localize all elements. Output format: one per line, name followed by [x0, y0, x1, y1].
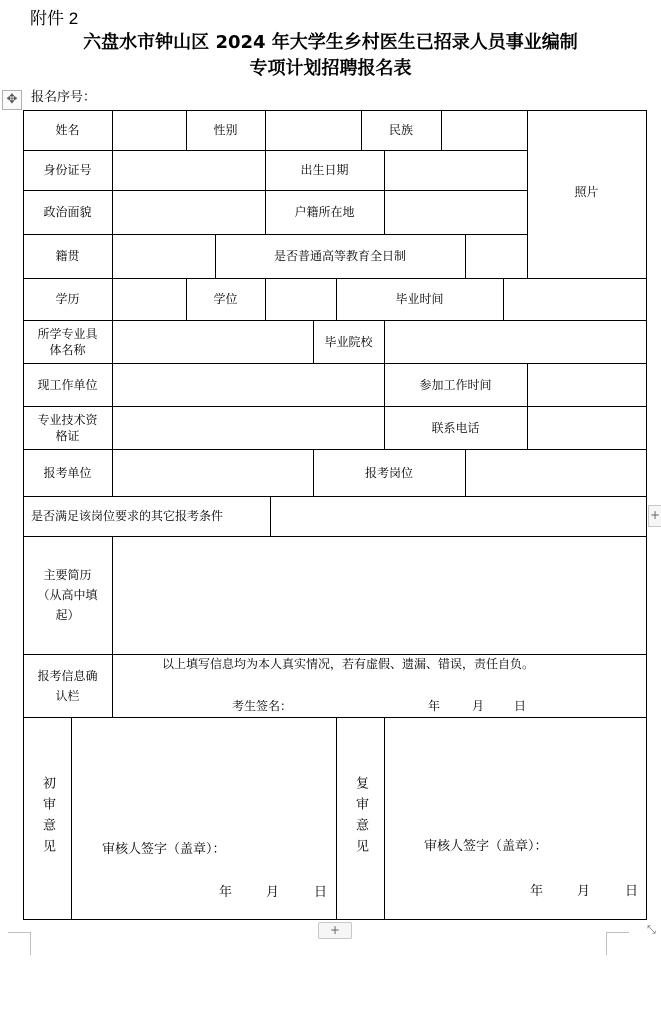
major-label	[23, 320, 112, 363]
gender-label: 性别	[213, 123, 238, 137]
crop-mark-left	[8, 932, 31, 955]
political-status-field[interactable]	[112, 190, 265, 234]
applicant-date-month: 月	[472, 699, 485, 713]
registration-number-label: 报名序号：	[31, 90, 97, 105]
re-review-date-year: 年	[530, 884, 544, 899]
native-place-label: 籍贯	[55, 249, 80, 263]
initial-review-label: 初审意见	[40, 776, 55, 860]
re-review-label: 复审意见	[353, 776, 368, 860]
certificate-label-line2: 格证	[55, 428, 80, 443]
education-field[interactable]	[112, 278, 186, 320]
graduation-time-label: 毕业时间	[395, 292, 444, 306]
graduation-time-field[interactable]	[503, 278, 646, 320]
initial-reviewer-signature-label[interactable]: 审核人签字（盖章）：	[102, 842, 226, 857]
native-place-field[interactable]	[112, 234, 215, 278]
confirmation-label-line1: 报考信息确	[37, 668, 98, 683]
initial-review-date-day: 日	[314, 885, 328, 900]
degree-field[interactable]	[265, 278, 336, 320]
gender-field[interactable]	[265, 110, 361, 150]
education-label: 学历	[55, 292, 80, 306]
apply-post-label: 报考岗位	[364, 465, 413, 480]
other-conditions-label: 是否满足该岗位要求的其它报考条件	[31, 509, 224, 523]
apply-unit-field[interactable]	[112, 449, 313, 496]
graduate-school-label: 毕业院校	[324, 334, 373, 349]
re-review-date-day: 日	[625, 884, 639, 899]
add-row-icon[interactable]: +	[318, 922, 352, 939]
household-location-label: 户籍所在地	[294, 205, 355, 219]
applicant-date-day: 日	[514, 699, 527, 713]
fulltime-education-field[interactable]	[465, 234, 527, 278]
birth-date-field[interactable]	[384, 150, 527, 190]
re-review-date-month: 月	[577, 884, 591, 899]
applicant-date-year: 年	[428, 699, 441, 713]
initial-review-date-month: 月	[266, 885, 280, 900]
fulltime-education-label: 是否普通高等教育全日制	[273, 249, 406, 263]
ethnicity-field[interactable]	[441, 110, 527, 150]
resume-label-line3: 起）	[55, 608, 80, 622]
phone-field[interactable]	[527, 406, 646, 449]
political-status-label: 政治面貌	[43, 205, 92, 219]
resume-label	[23, 536, 112, 654]
page-subtitle: 专项计划招聘报名表	[249, 58, 412, 79]
phone-label: 联系电话	[431, 420, 480, 435]
name-label: 姓名	[55, 123, 80, 137]
other-conditions-field[interactable]	[270, 496, 646, 536]
confirmation-label	[23, 654, 112, 717]
re-reviewer-signature-label[interactable]: 审核人签字（盖章）：	[424, 839, 548, 854]
resume-field[interactable]	[112, 536, 646, 654]
major-label-line1: 所学专业具	[37, 326, 98, 341]
apply-post-field[interactable]	[465, 449, 646, 496]
id-number-label: 身份证号	[43, 163, 92, 177]
certificate-field[interactable]	[112, 406, 384, 449]
household-location-field[interactable]	[384, 190, 527, 234]
birth-date-label: 出生日期	[300, 163, 349, 177]
move-icon[interactable]: ✥	[2, 90, 22, 110]
major-label-line2: 体名称	[49, 342, 86, 357]
work-start-time-label: 参加工作时间	[419, 377, 492, 392]
ethnicity-label: 民族	[388, 123, 413, 137]
photo-cell[interactable]: 照片	[574, 185, 599, 199]
major-field[interactable]	[112, 320, 313, 363]
graduate-school-field[interactable]	[384, 320, 646, 363]
attachment-label: 附件 2	[30, 9, 79, 28]
page-title: 六盘水市钟山区 2024 年大学生乡村医生已招录人员事业编制	[83, 32, 578, 53]
name-field[interactable]	[112, 110, 186, 150]
certificate-label	[23, 406, 112, 449]
current-employer-label: 现工作单位	[37, 377, 98, 392]
apply-unit-label: 报考单位	[43, 465, 92, 480]
id-number-field[interactable]	[112, 150, 265, 190]
current-employer-field[interactable]	[112, 363, 384, 406]
confirmation-label-line2: 认栏	[55, 688, 80, 703]
crop-mark-right	[606, 932, 629, 955]
work-start-time-field[interactable]	[527, 363, 646, 406]
certificate-label-line1: 专业技术资	[37, 412, 98, 427]
add-column-icon[interactable]: +	[648, 505, 661, 527]
degree-label: 学位	[213, 292, 238, 306]
resume-label-line2: （从高中填	[37, 588, 98, 602]
applicant-signature-label[interactable]: 考生签名：	[232, 699, 293, 713]
resize-icon[interactable]: ⤡	[647, 923, 656, 936]
declaration-text: 以上填写信息均为本人真实情况，若有虚假、遗漏、错误，责任自负。	[162, 657, 535, 671]
initial-review-date-year: 年	[219, 885, 233, 900]
resume-label-line1: 主要简历	[43, 568, 92, 582]
